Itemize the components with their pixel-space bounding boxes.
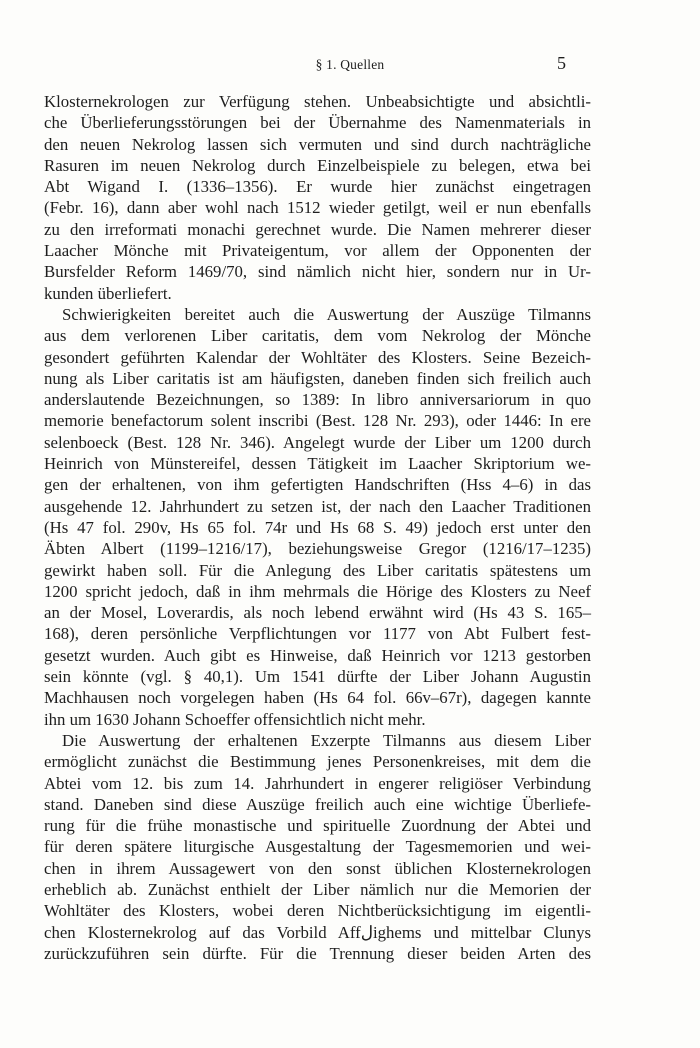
- text-line: Abt Wigand I. (1336–1356). Er wurde hier zunächst eingetragen: [44, 177, 591, 197]
- text-line: chen Klosternekrolog auf das Vorbild Affلighems und mittelbar Clunys: [44, 922, 591, 942]
- text-line: zurückzuführen sein dürfte. Für die Trennung dieser beiden Arten des: [44, 943, 591, 963]
- text-line: Rasuren im neuen Nekrolog durch Einzelbeispiele zu belegen, etwa bei: [44, 155, 591, 175]
- text-line: kunden überliefert.: [44, 283, 172, 303]
- text-line: an der Mosel, Loverardis, als noch lebend erwähnt wird (Hs 43 S. 165–: [44, 603, 591, 623]
- text-line: Laacher Mönche mit Privateigentum, vor allem der Opponenten der: [44, 241, 591, 261]
- text-line: den neuen Nekrolog lassen sich vermuten und sind durch nachträgliche: [44, 134, 591, 154]
- text-line: gesondert geführten Kalendar der Wohltäter des Klosters. Seine Bezeich-: [44, 347, 591, 367]
- text-line: erheblich ab. Zunächst enthielt der Liber nämlich nur die Memorien der: [44, 879, 591, 899]
- text-line: gen der erhaltenen, von ihm gefertigten Handschriften (Hss 4–6) in das: [44, 475, 591, 495]
- text-line: Äbten Albert (1199–1216/17), beziehungsweise Gregor (1216/17–1235): [44, 539, 591, 559]
- running-head: § 1. Quellen: [315, 57, 385, 72]
- text-line: Die Auswertung der erhaltenen Exzerpte Tilmanns aus diesem Liber: [62, 730, 591, 750]
- body-text: [44, 91, 591, 964]
- text-line: gewirkt haben soll. Für die Anlegung des Liber caritatis spätestens um: [44, 560, 591, 580]
- text-line: (Febr. 16), dann aber wohl nach 1512 wieder getilgt, weil er nun ebenfalls: [44, 198, 591, 218]
- text-line: ihn um 1630 Johann Schoeffer offensichtlich nicht mehr.: [44, 709, 426, 729]
- text-line: Machhausen noch vorgelegen haben (Hs 64 fol. 66v–67r), dagegen kannte: [44, 688, 591, 708]
- text-line: zu den irreformati monachi gerechnet wurde. Die Namen mehrerer dieser: [44, 219, 591, 239]
- text-line: Bursfelder Reform 1469/70, sind nämlich nicht hier, sondern nur in Ur-: [44, 262, 591, 282]
- text-line: stand. Daneben sind diese Auszüge freilich auch eine wichtige Überliefe-: [44, 794, 591, 814]
- text-line: Wohltäter des Klosters, wobei deren Nichtberücksichtigung im eigentli-: [44, 901, 591, 921]
- text-line: rung für die frühe monastische und spirituelle Zuordnung der Abtei und: [44, 816, 591, 836]
- text-line: anderslautende Bezeichnungen, so 1389: In libro anniversariorum in quo: [44, 390, 591, 410]
- text-line: Abtei vom 12. bis zum 14. Jahrhundert in engerer religiöser Verbindung: [44, 773, 591, 793]
- text-line: ausgehende 12. Jahrhundert zu setzen ist, der nach den Laacher Traditionen: [44, 496, 591, 516]
- text-line: Klosternekrologen zur Verfügung stehen. Unbeabsichtigte und absichtli-: [44, 92, 591, 111]
- text-line: selenboeck (Best. 128 Nr. 346). Angelegt wurde der Liber um 1200 durch: [44, 432, 591, 452]
- text-line: sein könnte (vgl. § 40,1). Um 1541 dürfte der Liber Johann Augustin: [44, 667, 591, 687]
- text-line: für deren spätere liturgische Ausgestaltung der Tagesmemorien und wei-: [44, 837, 591, 857]
- text-line: chen in ihrem Aussagewert von den sonst üblichen Klosternekrologen: [44, 858, 591, 878]
- text-line: memorie benefactorum solent inscribi (Best. 128 Nr. 293), oder 1446: In ere: [44, 411, 591, 431]
- text-line: nung als Liber caritatis ist am häufigsten, daneben finden sich freilich auch: [44, 368, 591, 388]
- text-line: aus dem verlorenen Liber caritatis, dem vom Nekrolog der Mönche: [44, 326, 591, 346]
- text-line: (Hs 47 fol. 290v, Hs 65 fol. 74r und Hs 68 S. 49) jedoch erst unter den: [44, 517, 591, 537]
- text-line: 1200 spricht jedoch, daß in ihm mehrmals die Hörige des Klosters zu Neef: [44, 581, 591, 601]
- text-line: 168), deren persönliche Verpflichtungen vor 1177 von Abt Fulbert fest-: [44, 624, 591, 644]
- page-number: 5: [557, 53, 566, 73]
- text-line: Heinrich von Münstereifel, dessen Tätigkeit im Laacher Skriptorium we-: [44, 454, 591, 474]
- text-line: che Überlieferungsstörungen bei der Übernahme des Namenmaterials in: [44, 113, 591, 133]
- text-line: gesetzt wurden. Auch gibt es Hinweise, daß Heinrich vor 1213 gestorben: [44, 645, 591, 665]
- text-line: Schwierigkeiten bereitet auch die Auswertung der Auszüge Tilmanns: [62, 304, 591, 324]
- text-line: ermöglicht zunächst die Bestimmung jenes Personenkreises, mit dem die: [44, 752, 591, 772]
